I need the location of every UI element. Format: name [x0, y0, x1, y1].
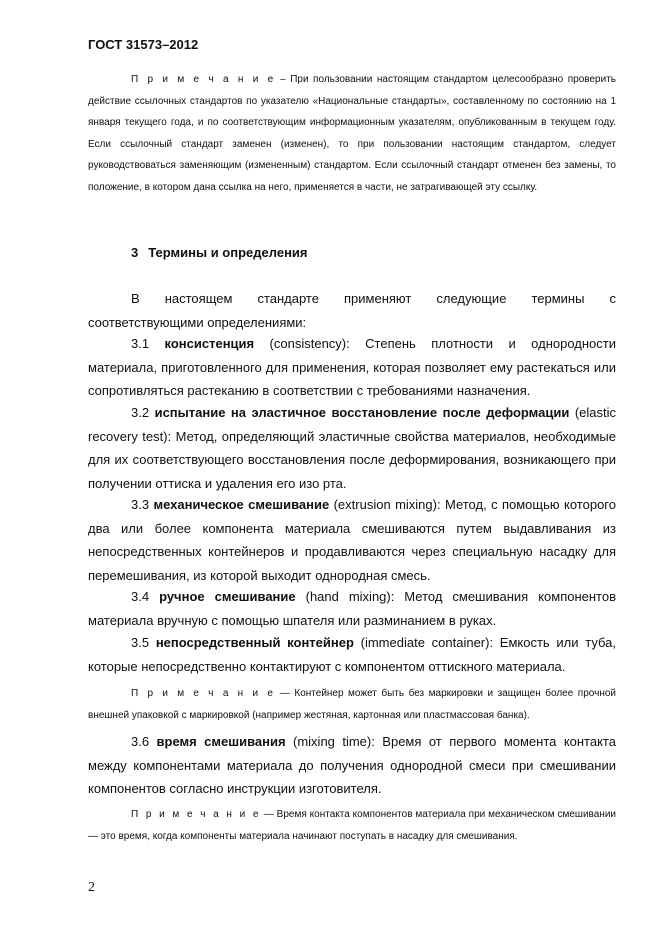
term-definition: (extrusion mixing): Метод, с помощью которого два или более компонента материала смешиваются путем выдавливания из непосредственных контейнеров и продавливаются через специальную насадку для перемешивания, из которой выходит однородная смесь. — [88, 497, 616, 583]
term-number: 3.1 — [131, 336, 150, 351]
term-3-4 — [88, 585, 616, 632]
intro-line-2: соответствующими определениями: — [88, 314, 307, 330]
term-number: 3.3 — [131, 497, 150, 512]
term-definition: (immediate container): Емкость или туба, которые непосредственно контактируют с компонентом оттискного материала. — [88, 635, 616, 674]
term-3-1 — [88, 332, 616, 403]
term-number: 3.2 — [131, 405, 150, 420]
document-header: ГОСТ 31573–2012 — [88, 37, 199, 52]
term-3-5 — [88, 631, 616, 678]
note-label: П р и м е ч а н и е — [131, 809, 261, 820]
term-definition: (elastic recovery test): Метод, определяющий эластичные свойства материалов, необходимые для их соответствующего восстановления после деформирования, возникающего при получении оттиска и удаления его изо рта. — [88, 405, 616, 491]
page-number: 2 — [88, 880, 95, 895]
section-title: Термины и определения — [148, 245, 308, 260]
term-number: 3.4 — [131, 589, 150, 604]
term-3-3 — [88, 493, 616, 587]
term-name: механическое смешивание — [153, 497, 330, 512]
term-definition: (mixing time): Время от первого момента контакта между компонентами материала до получения однородной смеси при смешивании компонентов согласно инструкции изготовителя. — [88, 734, 616, 796]
reference-note — [88, 69, 616, 199]
term-3-2 — [88, 401, 616, 495]
term-name: непосредственный контейнер — [155, 635, 354, 650]
mixing-time-note — [88, 804, 616, 847]
term-name: время смешивания — [156, 734, 286, 749]
intro-paragraph — [88, 287, 616, 334]
intro-line-1: В настоящем стандарте применяют следующие термины с — [131, 291, 616, 306]
term-definition: (hand mixing): Метод смешивания компонентов материала вручную с помощью шпателя или разминанием в руках. — [88, 589, 616, 628]
term-number: 3.5 — [131, 635, 150, 650]
term-name: ручное смешивание — [159, 589, 296, 604]
section-heading — [131, 245, 308, 260]
note-text: — Время контакта компонентов материала при механическом смешивании — это время, когда компоненты материала начинают поступать в насадку для смешивания. — [88, 809, 616, 842]
note-label: П р и м е ч а н и е — [131, 74, 276, 85]
term-name: консистенция — [164, 336, 255, 351]
term-definition: (consistency): Степень плотности и однородности материала, приготовленного для применения, которая позволяет ему растекаться или сопротивляться растеканию в соответствии с требованиями назначения. — [88, 336, 616, 398]
term-3-6 — [88, 730, 616, 801]
note-text: — Контейнер может быть без маркировки и защищен более прочной внешней упаковкой с маркировкой (например жестяная, картонная или пластмассовая банка). — [88, 688, 616, 721]
section-number: 3 — [131, 245, 139, 260]
container-note — [88, 683, 616, 726]
term-name: испытание на эластичное восстановление после деформации — [154, 405, 570, 420]
term-number: 3.6 — [131, 734, 150, 749]
note-label: П р и м е ч а н и е — [131, 688, 276, 699]
note-text: – При пользовании настоящим стандартом целесообразно проверить действие ссылочных стандартов по указателю «Национальные стандарты», составленному по состоянию на 1 января текущего года, и по соответствующим информационным указателям, опубликованным в текущем году. Если ссылочный стандарт заменен (изменен), то при пользовании настоящим стандартом, следует руководствоваться заменяющим (измененным) стандартом. Если ссылочный стандарт отменен без замены, то положение, в котором дана ссылка на него, применяется в части, не затрагивающей эту ссылку. — [88, 74, 616, 193]
